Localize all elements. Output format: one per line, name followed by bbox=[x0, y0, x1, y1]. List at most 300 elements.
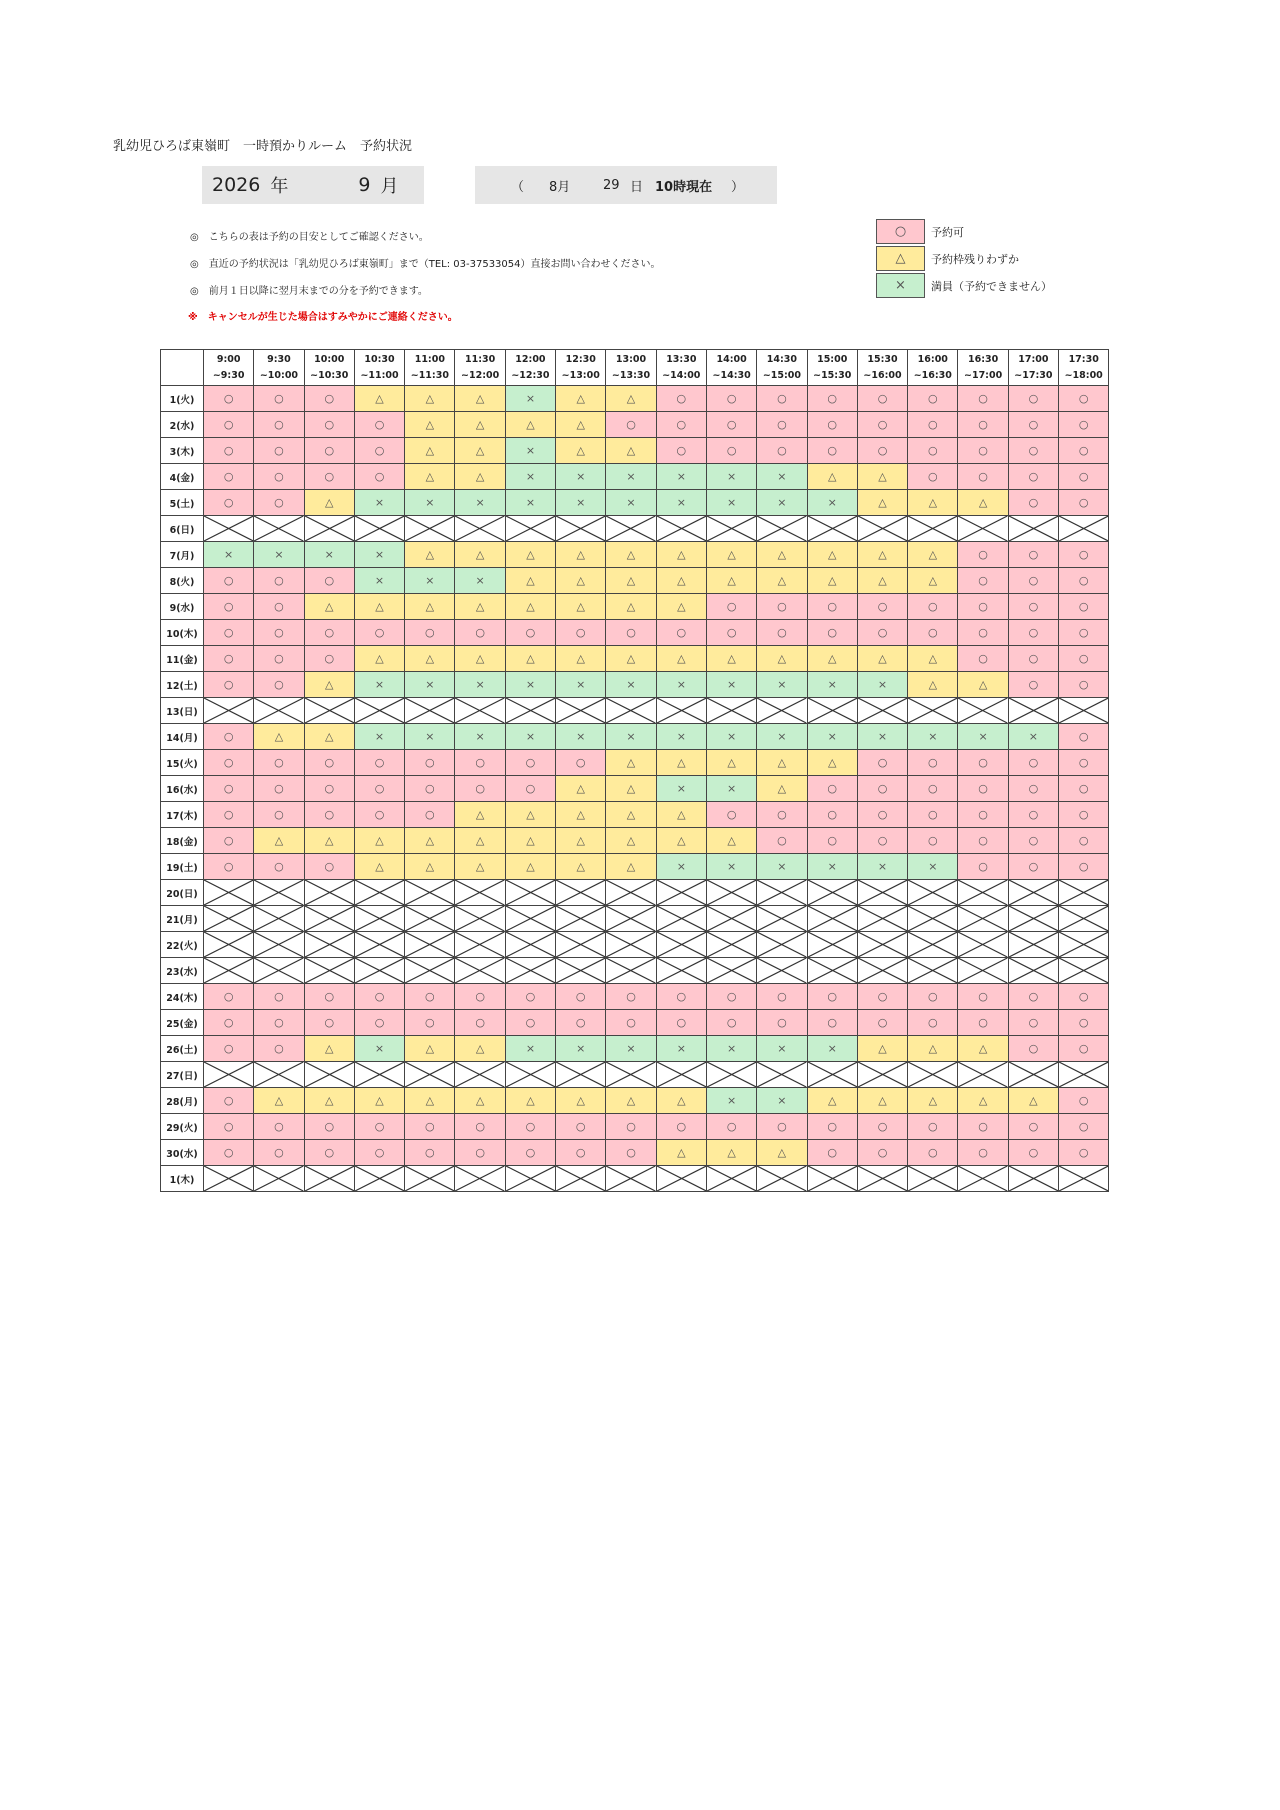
slot-cell: △ bbox=[606, 1088, 656, 1114]
time-slot-header bbox=[857, 350, 907, 386]
slot-cell: △ bbox=[304, 490, 354, 516]
time-end: ~12:00 bbox=[461, 369, 500, 381]
as-of-month: 8月 bbox=[549, 179, 571, 195]
closed-cell bbox=[1059, 1166, 1109, 1192]
closed-cell bbox=[908, 932, 958, 958]
slot-cell: △ bbox=[556, 646, 606, 672]
slot-cell: × bbox=[405, 490, 455, 516]
slot-cell: ○ bbox=[1008, 464, 1058, 490]
slot-cell: × bbox=[606, 490, 656, 516]
slot-cell: ○ bbox=[204, 594, 254, 620]
closed-cell bbox=[304, 1166, 354, 1192]
time-start: 16:30 bbox=[967, 353, 999, 365]
slot-cell: ○ bbox=[706, 620, 756, 646]
slot-cell: ○ bbox=[1059, 490, 1109, 516]
slot-cell: ○ bbox=[254, 464, 304, 490]
slot-cell: ○ bbox=[1059, 802, 1109, 828]
time-start: 10:00 bbox=[314, 353, 345, 365]
closed-cell bbox=[656, 1166, 706, 1192]
slot-cell: ○ bbox=[505, 776, 555, 802]
closed-cell bbox=[757, 906, 807, 932]
slot-cell: ○ bbox=[254, 438, 304, 464]
slot-cell: × bbox=[455, 672, 505, 698]
legend-few-left bbox=[876, 245, 1019, 272]
slot-cell: ○ bbox=[254, 620, 304, 646]
slot-cell: △ bbox=[807, 464, 857, 490]
slot-cell: ○ bbox=[254, 646, 304, 672]
slot-cell: ○ bbox=[807, 386, 857, 412]
slot-cell: △ bbox=[606, 750, 656, 776]
year-month-box bbox=[202, 166, 424, 204]
slot-cell: × bbox=[757, 672, 807, 698]
slot-cell: △ bbox=[757, 542, 807, 568]
legend-label: 満員（予約できません） bbox=[931, 279, 1052, 293]
slot-cell: △ bbox=[254, 1088, 304, 1114]
slot-cell: × bbox=[706, 724, 756, 750]
slot-cell: △ bbox=[354, 1088, 404, 1114]
slot-cell: ○ bbox=[254, 1036, 304, 1062]
as-of-day-unit: 日 bbox=[630, 179, 644, 195]
slot-cell: ○ bbox=[757, 594, 807, 620]
slot-cell: × bbox=[807, 724, 857, 750]
day-label: 22(火) bbox=[161, 932, 204, 958]
time-end: ~13:30 bbox=[611, 369, 651, 381]
slot-cell: ○ bbox=[1059, 1010, 1109, 1036]
month-unit: 月 bbox=[380, 176, 399, 197]
day-row bbox=[161, 880, 1109, 906]
slot-cell: ○ bbox=[807, 1140, 857, 1166]
slot-cell: ○ bbox=[354, 984, 404, 1010]
closed-cell bbox=[958, 906, 1008, 932]
slot-cell: ○ bbox=[958, 1140, 1008, 1166]
slot-cell: × bbox=[606, 464, 656, 490]
slot-cell: × bbox=[354, 1036, 404, 1062]
time-slot-header bbox=[455, 350, 505, 386]
day-row bbox=[161, 412, 1109, 438]
slot-cell: △ bbox=[505, 646, 555, 672]
slot-cell: ○ bbox=[656, 438, 706, 464]
slot-cell: × bbox=[354, 568, 404, 594]
slot-cell: ○ bbox=[908, 984, 958, 1010]
slot-cell: △ bbox=[606, 568, 656, 594]
time-end: ~16:00 bbox=[863, 369, 902, 381]
slot-cell: △ bbox=[455, 1036, 505, 1062]
day-label: 13(日) bbox=[161, 698, 204, 724]
slot-cell: × bbox=[505, 438, 555, 464]
slot-cell: △ bbox=[455, 828, 505, 854]
closed-cell bbox=[254, 906, 304, 932]
slot-cell: ○ bbox=[354, 776, 404, 802]
slot-cell: △ bbox=[606, 854, 656, 880]
closed-cell bbox=[1059, 698, 1109, 724]
slot-cell: △ bbox=[405, 646, 455, 672]
time-end: ~13:00 bbox=[561, 369, 600, 381]
slot-cell: ○ bbox=[1008, 802, 1058, 828]
closed-cell bbox=[405, 958, 455, 984]
slot-cell: × bbox=[656, 1036, 706, 1062]
slot-cell: ○ bbox=[254, 984, 304, 1010]
slot-cell: ○ bbox=[1008, 594, 1058, 620]
slot-cell: △ bbox=[505, 854, 555, 880]
closed-cell bbox=[958, 880, 1008, 906]
slot-cell: ○ bbox=[807, 776, 857, 802]
slot-cell: △ bbox=[455, 464, 505, 490]
day-row bbox=[161, 828, 1109, 854]
slot-cell: ○ bbox=[556, 1140, 606, 1166]
slot-cell: △ bbox=[807, 646, 857, 672]
slot-cell: ○ bbox=[1059, 412, 1109, 438]
closed-cell bbox=[405, 1166, 455, 1192]
slot-cell: ○ bbox=[1008, 984, 1058, 1010]
slot-cell: ○ bbox=[455, 620, 505, 646]
day-label: 27(日) bbox=[161, 1062, 204, 1088]
slot-cell: △ bbox=[857, 568, 907, 594]
slot-cell: ○ bbox=[656, 1010, 706, 1036]
day-row bbox=[161, 1062, 1109, 1088]
slot-cell: △ bbox=[354, 386, 404, 412]
slot-cell: ○ bbox=[204, 386, 254, 412]
closed-cell bbox=[908, 698, 958, 724]
closed-cell bbox=[807, 906, 857, 932]
slot-cell: △ bbox=[908, 646, 958, 672]
slot-cell: △ bbox=[606, 542, 656, 568]
slot-cell: △ bbox=[505, 1088, 555, 1114]
slot-cell: ○ bbox=[1059, 724, 1109, 750]
slot-cell: ○ bbox=[204, 1010, 254, 1036]
time-start: 10:30 bbox=[364, 353, 395, 365]
closed-cell bbox=[757, 958, 807, 984]
slot-cell: × bbox=[556, 724, 606, 750]
slot-cell: ○ bbox=[757, 386, 807, 412]
closed-cell bbox=[807, 958, 857, 984]
closed-cell bbox=[706, 698, 756, 724]
closed-cell bbox=[706, 516, 756, 542]
slot-cell: △ bbox=[304, 1036, 354, 1062]
day-label: 8(火) bbox=[161, 568, 204, 594]
day-row bbox=[161, 672, 1109, 698]
slot-cell: × bbox=[656, 672, 706, 698]
slot-cell: × bbox=[908, 854, 958, 880]
slot-cell: △ bbox=[455, 542, 505, 568]
slot-cell: ○ bbox=[505, 620, 555, 646]
day-row bbox=[161, 464, 1109, 490]
closed-cell bbox=[606, 958, 656, 984]
slot-cell: △ bbox=[405, 386, 455, 412]
slot-cell: △ bbox=[405, 438, 455, 464]
slot-cell: × bbox=[455, 568, 505, 594]
time-end: ~16:30 bbox=[913, 369, 952, 381]
slot-cell: △ bbox=[857, 1088, 907, 1114]
slot-cell: × bbox=[505, 724, 555, 750]
day-row bbox=[161, 620, 1109, 646]
slot-cell: ○ bbox=[807, 412, 857, 438]
slot-cell: ○ bbox=[1008, 672, 1058, 698]
closed-cell bbox=[354, 1166, 404, 1192]
closed-cell bbox=[1059, 1062, 1109, 1088]
slot-cell: △ bbox=[606, 828, 656, 854]
slot-cell: ○ bbox=[908, 750, 958, 776]
slot-cell: ○ bbox=[958, 620, 1008, 646]
slot-cell: × bbox=[706, 672, 756, 698]
slot-cell: △ bbox=[656, 568, 706, 594]
slot-cell: ○ bbox=[1059, 386, 1109, 412]
slot-cell: ○ bbox=[505, 1010, 555, 1036]
closed-cell bbox=[606, 698, 656, 724]
day-row bbox=[161, 750, 1109, 776]
slot-cell: × bbox=[958, 724, 1008, 750]
slot-cell: × bbox=[405, 568, 455, 594]
slot-cell: △ bbox=[405, 828, 455, 854]
slot-cell: △ bbox=[807, 750, 857, 776]
slot-cell: ○ bbox=[1059, 776, 1109, 802]
slot-cell: △ bbox=[857, 646, 907, 672]
slot-cell: ○ bbox=[1008, 438, 1058, 464]
slot-cell: ○ bbox=[304, 386, 354, 412]
time-slot-header bbox=[354, 350, 404, 386]
closed-cell bbox=[556, 932, 606, 958]
slot-cell: ○ bbox=[354, 1114, 404, 1140]
slot-cell: ○ bbox=[706, 984, 756, 1010]
slot-cell: ○ bbox=[254, 672, 304, 698]
slot-cell: ○ bbox=[1008, 620, 1058, 646]
slot-cell: ○ bbox=[706, 802, 756, 828]
slot-cell: ○ bbox=[958, 438, 1008, 464]
time-slot-header bbox=[656, 350, 706, 386]
closed-cell bbox=[304, 1062, 354, 1088]
time-slot-header bbox=[606, 350, 656, 386]
slot-cell: △ bbox=[857, 464, 907, 490]
slot-cell: △ bbox=[606, 438, 656, 464]
day-row bbox=[161, 1088, 1109, 1114]
closed-cell bbox=[354, 906, 404, 932]
closed-cell bbox=[958, 698, 1008, 724]
slot-cell: △ bbox=[908, 1036, 958, 1062]
slot-cell: ○ bbox=[254, 1140, 304, 1166]
slot-cell: × bbox=[706, 854, 756, 880]
closed-cell bbox=[908, 906, 958, 932]
slot-cell: ○ bbox=[354, 438, 404, 464]
day-row bbox=[161, 724, 1109, 750]
slot-cell: ○ bbox=[1008, 776, 1058, 802]
slot-cell: ○ bbox=[958, 1114, 1008, 1140]
as-of-time: 10時現在 bbox=[655, 179, 713, 195]
slot-cell: × bbox=[606, 724, 656, 750]
slot-cell: △ bbox=[455, 386, 505, 412]
slot-cell: ○ bbox=[204, 776, 254, 802]
slot-cell: ○ bbox=[254, 1114, 304, 1140]
slot-cell: ○ bbox=[757, 438, 807, 464]
closed-cell bbox=[455, 1166, 505, 1192]
slot-cell: △ bbox=[1008, 1088, 1058, 1114]
closed-cell bbox=[706, 1062, 756, 1088]
slot-cell: ○ bbox=[405, 1010, 455, 1036]
day-row bbox=[161, 542, 1109, 568]
slot-cell: × bbox=[656, 490, 706, 516]
slot-cell: ○ bbox=[204, 646, 254, 672]
time-start: 12:00 bbox=[515, 353, 546, 365]
closed-cell bbox=[556, 1062, 606, 1088]
closed-cell bbox=[354, 932, 404, 958]
slot-cell: △ bbox=[857, 542, 907, 568]
closed-cell bbox=[857, 1166, 907, 1192]
slot-cell: ○ bbox=[204, 854, 254, 880]
day-row bbox=[161, 490, 1109, 516]
slot-cell: ○ bbox=[254, 568, 304, 594]
slot-cell: ○ bbox=[254, 750, 304, 776]
time-start: 15:30 bbox=[867, 353, 898, 365]
time-slot-header bbox=[304, 350, 354, 386]
day-label: 21(月) bbox=[161, 906, 204, 932]
slot-cell: ○ bbox=[706, 594, 756, 620]
slot-cell: ○ bbox=[857, 594, 907, 620]
slot-cell: ○ bbox=[807, 1114, 857, 1140]
slot-cell: △ bbox=[505, 542, 555, 568]
slot-cell: ○ bbox=[908, 828, 958, 854]
slot-cell: ○ bbox=[304, 1114, 354, 1140]
page-title: 乳幼児ひろば東嶺町 一時預かりルーム 予約状況 bbox=[113, 139, 413, 154]
slot-cell: ○ bbox=[304, 854, 354, 880]
closed-cell bbox=[908, 516, 958, 542]
reservation-table bbox=[160, 349, 1109, 1192]
closed-cell bbox=[1008, 698, 1058, 724]
slot-cell: ○ bbox=[455, 750, 505, 776]
slot-cell: △ bbox=[908, 1088, 958, 1114]
slot-cell: △ bbox=[857, 1036, 907, 1062]
day-label: 3(木) bbox=[161, 438, 204, 464]
closed-cell bbox=[304, 906, 354, 932]
slot-cell: ○ bbox=[857, 776, 907, 802]
slot-cell: ○ bbox=[1059, 828, 1109, 854]
day-label: 30(水) bbox=[161, 1140, 204, 1166]
legend-full bbox=[876, 272, 1052, 299]
slot-cell: × bbox=[706, 776, 756, 802]
slot-cell: ○ bbox=[204, 802, 254, 828]
slot-cell: ○ bbox=[706, 412, 756, 438]
day-label: 18(金) bbox=[161, 828, 204, 854]
slot-cell: ○ bbox=[656, 984, 706, 1010]
slot-cell: ○ bbox=[204, 1088, 254, 1114]
time-end: ~17:30 bbox=[1014, 369, 1053, 381]
slot-cell: ○ bbox=[304, 750, 354, 776]
slot-cell: ○ bbox=[908, 1010, 958, 1036]
slot-cell: △ bbox=[455, 802, 505, 828]
slot-cell: ○ bbox=[204, 464, 254, 490]
closed-cell bbox=[757, 1166, 807, 1192]
time-end: ~9:30 bbox=[212, 369, 245, 381]
slot-cell: △ bbox=[908, 568, 958, 594]
slot-cell: ○ bbox=[857, 620, 907, 646]
closed-cell bbox=[857, 906, 907, 932]
slot-cell: ○ bbox=[505, 750, 555, 776]
closed-cell bbox=[254, 698, 304, 724]
slot-cell: ○ bbox=[1008, 386, 1058, 412]
slot-cell: △ bbox=[958, 672, 1008, 698]
slot-cell: △ bbox=[656, 802, 706, 828]
slot-cell: ○ bbox=[757, 984, 807, 1010]
slot-cell: ○ bbox=[1059, 672, 1109, 698]
day-label: 2(水) bbox=[161, 412, 204, 438]
time-end: ~10:30 bbox=[310, 369, 349, 381]
slot-cell: △ bbox=[556, 438, 606, 464]
slot-cell: △ bbox=[455, 854, 505, 880]
closed-cell bbox=[455, 880, 505, 906]
closed-cell bbox=[857, 1062, 907, 1088]
closed-cell bbox=[857, 698, 907, 724]
closed-cell bbox=[304, 880, 354, 906]
slot-cell: ○ bbox=[304, 802, 354, 828]
slot-cell: ○ bbox=[304, 984, 354, 1010]
slot-cell: △ bbox=[354, 646, 404, 672]
time-slot-header bbox=[706, 350, 756, 386]
slot-cell: ○ bbox=[1008, 646, 1058, 672]
slot-cell: ○ bbox=[606, 412, 656, 438]
slot-cell: × bbox=[656, 854, 706, 880]
closed-cell bbox=[204, 698, 254, 724]
closed-cell bbox=[505, 516, 555, 542]
slot-cell: × bbox=[908, 724, 958, 750]
slot-cell: ○ bbox=[1008, 568, 1058, 594]
slot-cell: ○ bbox=[656, 412, 706, 438]
closed-cell bbox=[606, 1166, 656, 1192]
slot-cell: × bbox=[757, 1088, 807, 1114]
slot-cell: △ bbox=[405, 464, 455, 490]
slot-cell: △ bbox=[656, 594, 706, 620]
slot-cell: × bbox=[1008, 724, 1058, 750]
slot-cell: △ bbox=[556, 854, 606, 880]
slot-cell: ○ bbox=[1059, 854, 1109, 880]
closed-cell bbox=[1008, 906, 1058, 932]
closed-cell bbox=[807, 516, 857, 542]
closed-cell bbox=[505, 1166, 555, 1192]
closed-cell bbox=[757, 698, 807, 724]
slot-cell: ○ bbox=[354, 802, 404, 828]
slot-cell: ○ bbox=[204, 984, 254, 1010]
time-slot-header bbox=[1059, 350, 1109, 386]
slot-cell: △ bbox=[405, 854, 455, 880]
time-slot-header bbox=[254, 350, 304, 386]
day-row bbox=[161, 984, 1109, 1010]
slot-cell: ○ bbox=[857, 984, 907, 1010]
closed-cell bbox=[857, 516, 907, 542]
slot-cell: ○ bbox=[908, 386, 958, 412]
day-label: 4(金) bbox=[161, 464, 204, 490]
slot-cell: ○ bbox=[908, 594, 958, 620]
slot-cell: × bbox=[807, 1036, 857, 1062]
slot-cell: △ bbox=[606, 802, 656, 828]
time-start: 9:00 bbox=[216, 353, 241, 365]
day-label: 25(金) bbox=[161, 1010, 204, 1036]
closed-cell bbox=[706, 906, 756, 932]
slot-cell: △ bbox=[556, 412, 606, 438]
slot-cell: ○ bbox=[354, 464, 404, 490]
slot-cell: × bbox=[505, 464, 555, 490]
slot-cell: △ bbox=[556, 1088, 606, 1114]
slot-cell: △ bbox=[757, 1140, 807, 1166]
slot-cell: ○ bbox=[1008, 1114, 1058, 1140]
time-end: ~11:00 bbox=[360, 369, 399, 381]
slot-cell: ○ bbox=[958, 412, 1008, 438]
slot-cell: ○ bbox=[204, 490, 254, 516]
slot-cell: ○ bbox=[958, 542, 1008, 568]
closed-cell bbox=[505, 906, 555, 932]
slot-cell: ○ bbox=[1059, 646, 1109, 672]
slot-cell: ○ bbox=[606, 1114, 656, 1140]
closed-cell bbox=[556, 698, 606, 724]
time-slot-header bbox=[556, 350, 606, 386]
legend-available bbox=[876, 218, 964, 245]
slot-cell: ○ bbox=[505, 984, 555, 1010]
slot-cell: ○ bbox=[204, 724, 254, 750]
